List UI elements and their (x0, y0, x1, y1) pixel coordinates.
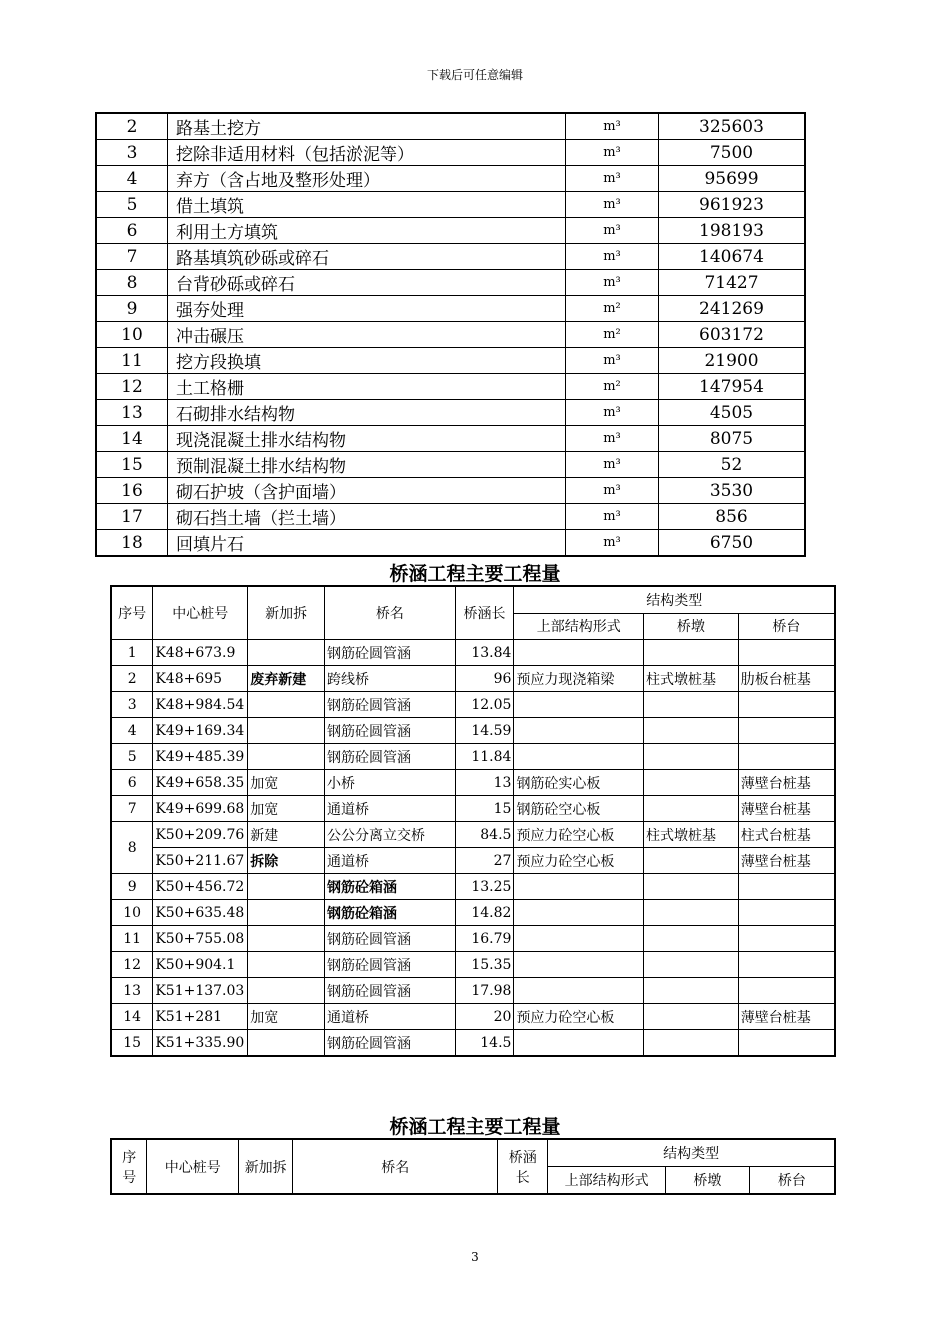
pier (644, 692, 739, 718)
header-pier: 桥墩 (644, 613, 739, 640)
abutment (738, 1030, 835, 1057)
length: 11.84 (455, 744, 514, 770)
table-row (111, 952, 835, 978)
item-name: 挖除非适用材料（包括淤泥等） (168, 140, 566, 166)
superstructure: 钢筋砼空心板 (514, 796, 644, 822)
item-name: 路基土挖方 (168, 113, 566, 140)
table-row (111, 692, 835, 718)
header-superstructure: 上部结构形式 (548, 1167, 666, 1195)
header-name: 桥名 (325, 586, 456, 640)
bridge-name: 公公分离立交桥 (325, 822, 456, 848)
table-row (96, 270, 805, 296)
quantity: 52 (659, 452, 806, 478)
item-name: 强夯处理 (168, 296, 566, 322)
table-row (96, 504, 805, 530)
item-name: 冲击碾压 (168, 322, 566, 348)
action (248, 640, 325, 666)
header-action: 新加拆 (239, 1139, 293, 1194)
header-structure: 结构类型 (548, 1139, 835, 1167)
station: K50+456.72 (153, 874, 248, 900)
row-number: 8 (96, 270, 168, 296)
table-row (111, 744, 835, 770)
table-row (111, 926, 835, 952)
superstructure (514, 744, 644, 770)
row-number: 8 (111, 822, 153, 874)
header-station: 中心桩号 (153, 586, 248, 640)
table-row (111, 1004, 835, 1030)
row-number: 10 (96, 322, 168, 348)
item-name: 砌石挡土墙（拦土墙） (168, 504, 566, 530)
page-number: 3 (471, 1250, 479, 1264)
length: 15.35 (455, 952, 514, 978)
row-number: 14 (96, 426, 168, 452)
action (248, 900, 325, 926)
row-number: 2 (111, 666, 153, 692)
row-number: 18 (96, 530, 168, 557)
row-number: 17 (96, 504, 168, 530)
action: 拆除 (248, 848, 325, 874)
row-number: 1 (111, 640, 153, 666)
item-name: 台背砂砾或碎石 (168, 270, 566, 296)
abutment (738, 952, 835, 978)
pier (644, 744, 739, 770)
bridge-name: 钢筋砼箱涵 (325, 874, 456, 900)
abutment: 柱式台桩基 (738, 822, 835, 848)
quantity: 95699 (659, 166, 806, 192)
table-row (96, 478, 805, 504)
quantity: 147954 (659, 374, 806, 400)
table-row (96, 166, 805, 192)
station: K51+137.03 (153, 978, 248, 1004)
unit: m³ (566, 426, 659, 452)
station: K49+169.34 (153, 718, 248, 744)
abutment (738, 640, 835, 666)
bridge-name: 小桥 (325, 770, 456, 796)
length: 20 (455, 1004, 514, 1030)
unit: m³ (566, 400, 659, 426)
length: 12.05 (455, 692, 514, 718)
row-number: 7 (96, 244, 168, 270)
superstructure: 预应力砼空心板 (514, 1004, 644, 1030)
header-structure: 结构类型 (514, 586, 835, 613)
unit: m² (566, 374, 659, 400)
item-name: 现浇混凝土排水结构物 (168, 426, 566, 452)
header-action: 新加拆 (248, 586, 325, 640)
table-row (96, 296, 805, 322)
table-row (111, 666, 835, 692)
abutment: 薄壁台桩基 (738, 796, 835, 822)
pier (644, 1030, 739, 1057)
item-name: 预制混凝土排水结构物 (168, 452, 566, 478)
quantity: 71427 (659, 270, 806, 296)
bridge-name: 通道桥 (325, 848, 456, 874)
unit: m³ (566, 452, 659, 478)
table-row (96, 140, 805, 166)
bridge-name: 通道桥 (325, 1004, 456, 1030)
station: K49+699.68 (153, 796, 248, 822)
superstructure: 预应力现浇箱梁 (514, 666, 644, 692)
superstructure (514, 952, 644, 978)
row-number: 4 (96, 166, 168, 192)
row-number: 9 (111, 874, 153, 900)
length: 13.25 (455, 874, 514, 900)
unit: m³ (566, 270, 659, 296)
table-row (111, 900, 835, 926)
quantity: 241269 (659, 296, 806, 322)
action (248, 692, 325, 718)
action (248, 926, 325, 952)
length: 16.79 (455, 926, 514, 952)
abutment (738, 718, 835, 744)
header-length: 桥涵长 (455, 586, 514, 640)
action: 加宽 (248, 1004, 325, 1030)
unit: m³ (566, 113, 659, 140)
action (248, 744, 325, 770)
superstructure (514, 1030, 644, 1057)
row-number: 15 (96, 452, 168, 478)
row-number: 16 (96, 478, 168, 504)
bridge-table-title-2: 桥涵工程主要工程量 (389, 1116, 561, 1138)
pier (644, 926, 739, 952)
item-name: 路基填筑砂砾或碎石 (168, 244, 566, 270)
row-number: 12 (111, 952, 153, 978)
row-number: 7 (111, 796, 153, 822)
pier (644, 978, 739, 1004)
action: 新建 (248, 822, 325, 848)
bridge-table-title: 桥涵工程主要工程量 (389, 563, 561, 585)
quantity: 8075 (659, 426, 806, 452)
item-name: 挖方段换填 (168, 348, 566, 374)
table-row (111, 796, 835, 822)
action: 加宽 (248, 796, 325, 822)
header-pier: 桥墩 (666, 1167, 750, 1195)
row-number: 12 (96, 374, 168, 400)
header-note: 下载后可任意编辑 (426, 68, 523, 82)
item-name: 回填片石 (168, 530, 566, 557)
station: K50+211.67 (153, 848, 248, 874)
pier (644, 900, 739, 926)
superstructure (514, 926, 644, 952)
pier (644, 1004, 739, 1030)
unit: m³ (566, 166, 659, 192)
superstructure (514, 900, 644, 926)
row-number: 5 (96, 192, 168, 218)
item-name: 弃方（含占地及整形处理） (168, 166, 566, 192)
unit: m³ (566, 218, 659, 244)
pier: 柱式墩桩基 (644, 666, 739, 692)
table-row (111, 874, 835, 900)
station: K50+904.1 (153, 952, 248, 978)
length: 96 (455, 666, 514, 692)
unit: m³ (566, 140, 659, 166)
table-row (96, 113, 805, 140)
length: 27 (455, 848, 514, 874)
action (248, 1030, 325, 1057)
row-number: 9 (96, 296, 168, 322)
table-row (111, 1030, 835, 1057)
bridge-name: 钢筋砼圆管涵 (325, 718, 456, 744)
row-number: 4 (111, 718, 153, 744)
station: K48+984.54 (153, 692, 248, 718)
bridge-name: 钢筋砼圆管涵 (325, 692, 456, 718)
row-number: 2 (96, 113, 168, 140)
row-number: 13 (96, 400, 168, 426)
row-number: 6 (96, 218, 168, 244)
length: 84.5 (455, 822, 514, 848)
length: 17.98 (455, 978, 514, 1004)
quantity: 4505 (659, 400, 806, 426)
table-row (96, 530, 805, 557)
station: K48+673.9 (153, 640, 248, 666)
station: K51+335.90 (153, 1030, 248, 1057)
table-row (96, 322, 805, 348)
quantity: 603172 (659, 322, 806, 348)
table-row (111, 718, 835, 744)
station: K48+695 (153, 666, 248, 692)
superstructure (514, 640, 644, 666)
header-no: 序 号 (111, 1139, 147, 1194)
row-number: 14 (111, 1004, 153, 1030)
table-row (111, 848, 835, 874)
header-abutment: 桥台 (749, 1167, 835, 1195)
abutment (738, 692, 835, 718)
abutment (738, 926, 835, 952)
abutment (738, 874, 835, 900)
table-row (96, 348, 805, 374)
quantity: 6750 (659, 530, 806, 557)
length: 14.5 (455, 1030, 514, 1057)
table-row (96, 426, 805, 452)
bridge-name: 钢筋砼圆管涵 (325, 952, 456, 978)
unit: m² (566, 296, 659, 322)
unit: m³ (566, 530, 659, 557)
action: 加宽 (248, 770, 325, 796)
bridge-name: 钢筋砼圆管涵 (325, 640, 456, 666)
table-row (96, 192, 805, 218)
row-number: 3 (111, 692, 153, 718)
bridge-name: 钢筋砼圆管涵 (325, 744, 456, 770)
pier (644, 640, 739, 666)
bridge-name: 钢筋砼圆管涵 (325, 1030, 456, 1057)
table-row (111, 770, 835, 796)
station: K49+485.39 (153, 744, 248, 770)
pier (644, 796, 739, 822)
pier: 柱式墩桩基 (644, 822, 739, 848)
bridge-name: 跨线桥 (325, 666, 456, 692)
superstructure: 预应力砼空心板 (514, 822, 644, 848)
unit: m³ (566, 348, 659, 374)
bridge-name: 钢筋砼圆管涵 (325, 926, 456, 952)
station: K51+281 (153, 1004, 248, 1030)
unit: m³ (566, 192, 659, 218)
quantity: 21900 (659, 348, 806, 374)
row-number: 11 (96, 348, 168, 374)
table-row (111, 822, 835, 848)
superstructure (514, 692, 644, 718)
bridge-quantities-table-2 (110, 1138, 836, 1195)
table-row (96, 452, 805, 478)
superstructure: 预应力砼空心板 (514, 848, 644, 874)
pier (644, 718, 739, 744)
unit: m³ (566, 504, 659, 530)
action: 废弃新建 (248, 666, 325, 692)
bridge-name: 通道桥 (325, 796, 456, 822)
abutment (738, 978, 835, 1004)
action (248, 718, 325, 744)
bridge-quantities-table (110, 585, 836, 1057)
abutment (738, 744, 835, 770)
row-number: 13 (111, 978, 153, 1004)
superstructure: 钢筋砼实心板 (514, 770, 644, 796)
unit: m³ (566, 478, 659, 504)
row-number: 11 (111, 926, 153, 952)
action (248, 952, 325, 978)
pier (644, 848, 739, 874)
quantity: 198193 (659, 218, 806, 244)
quantity: 7500 (659, 140, 806, 166)
item-name: 石砌排水结构物 (168, 400, 566, 426)
table-row (111, 640, 835, 666)
station: K49+658.35 (153, 770, 248, 796)
quantity: 3530 (659, 478, 806, 504)
unit: m² (566, 322, 659, 348)
row-number: 3 (96, 140, 168, 166)
item-name: 砌石护坡（含护面墙） (168, 478, 566, 504)
quantity: 961923 (659, 192, 806, 218)
abutment: 肋板台桩基 (738, 666, 835, 692)
length: 14.59 (455, 718, 514, 744)
action (248, 874, 325, 900)
table-row (96, 244, 805, 270)
header-abutment: 桥台 (738, 613, 835, 640)
pier (644, 952, 739, 978)
table-row (111, 978, 835, 1004)
superstructure (514, 718, 644, 744)
row-number: 6 (111, 770, 153, 796)
action (248, 978, 325, 1004)
station: K50+635.48 (153, 900, 248, 926)
station: K50+209.76 (153, 822, 248, 848)
header-name: 桥名 (293, 1139, 498, 1194)
item-name: 借土填筑 (168, 192, 566, 218)
pier (644, 874, 739, 900)
row-number: 15 (111, 1030, 153, 1057)
abutment (738, 900, 835, 926)
quantity: 140674 (659, 244, 806, 270)
quantity: 325603 (659, 113, 806, 140)
superstructure (514, 978, 644, 1004)
quantity: 856 (659, 504, 806, 530)
row-number: 5 (111, 744, 153, 770)
length: 14.82 (455, 900, 514, 926)
bridge-name: 钢筋砼圆管涵 (325, 978, 456, 1004)
table-row (96, 374, 805, 400)
length: 15 (455, 796, 514, 822)
abutment: 薄壁台桩基 (738, 770, 835, 796)
length: 13.84 (455, 640, 514, 666)
length: 13 (455, 770, 514, 796)
header-length: 桥涵 长 (498, 1139, 548, 1194)
station: K50+755.08 (153, 926, 248, 952)
superstructure (514, 874, 644, 900)
header-station: 中心桩号 (147, 1139, 239, 1194)
header-no: 序号 (111, 586, 153, 640)
table-row (96, 218, 805, 244)
abutment: 薄壁台桩基 (738, 1004, 835, 1030)
quantities-table (95, 112, 806, 557)
header-superstructure: 上部结构形式 (514, 613, 644, 640)
item-name: 利用土方填筑 (168, 218, 566, 244)
bridge-name: 钢筋砼箱涵 (325, 900, 456, 926)
item-name: 土工格栅 (168, 374, 566, 400)
unit: m³ (566, 244, 659, 270)
table-row (96, 400, 805, 426)
abutment: 薄壁台桩基 (738, 848, 835, 874)
pier (644, 770, 739, 796)
row-number: 10 (111, 900, 153, 926)
